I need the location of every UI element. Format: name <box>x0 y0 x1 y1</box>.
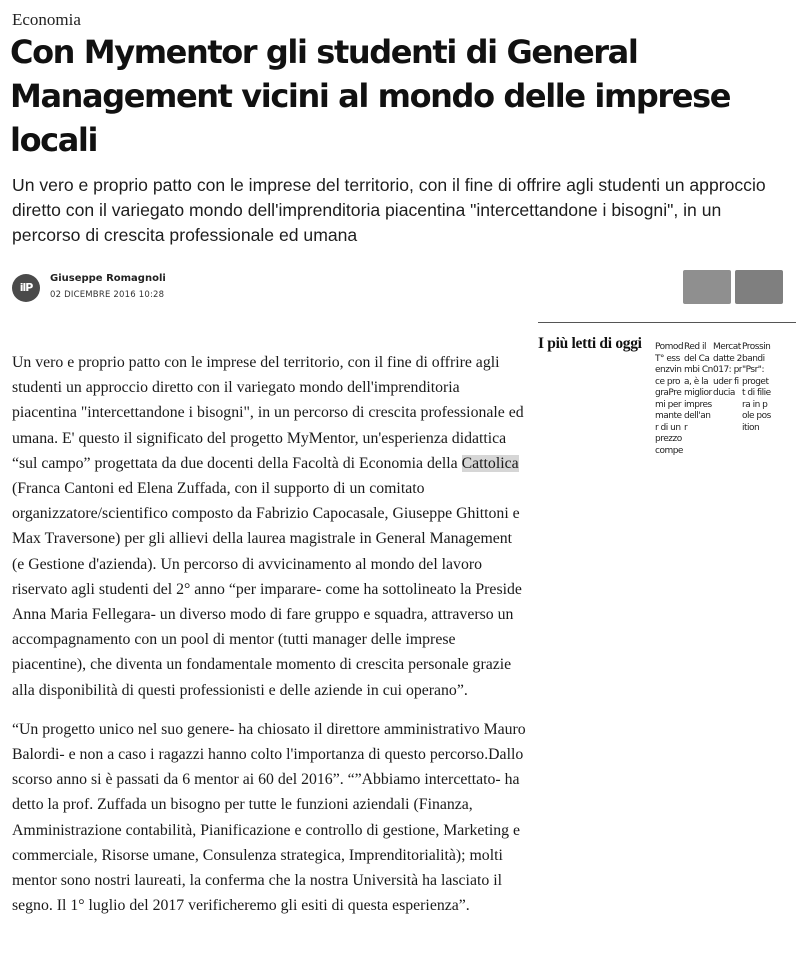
highlighted-term: Cattolica <box>461 454 519 472</box>
author-name[interactable]: Giuseppe Romagnoli <box>50 273 166 284</box>
sidebar-divider <box>538 322 796 323</box>
article-paragraph-1 <box>12 350 527 703</box>
most-read-title: I più letti di oggi <box>538 335 642 352</box>
paragraph-text: Un vero e proprio patto con le imprese del territorio, con il fine di offrire agli studenti un approccio diretto con il variegato mondo dell'imprenditoria piacentina "intercettandone i bisogni", in un percorso di crescita professionale ed umana. E' questo il significato del progetto MyMentor, un'esperienza didattica “sul campo” progettata da due docenti della Facoltà di Economia della <box>12 354 524 472</box>
most-read-list <box>655 342 801 462</box>
article-body <box>12 350 527 932</box>
article-subheadline: Un vero e proprio patto con le imprese del territorio, con il fine di offrire agli studenti un approccio diretto con il variegato mondo dell'imprenditoria piacentina "intercettandone i bisogni", in un percorso di crescita professionale ed umana <box>12 175 766 245</box>
article-paragraph-2: “Un progetto unico nel suo genere- ha chiosato il direttore amministrativo Mauro Balordi- e non a caso i ragazzi hanno colto l'importanza di questo percorso.Dallo scorso anno si è passati da 6 mentor ai 60 del 2016”. “”Abbiamo intercettato- ha detto la prof. Zuffada un bisogno per tutte le funzioni aziendali (Finanza, Amministrazione contabilità, Pianificazione e controllo di gestione, Marketing e commerciale, Risorse umane, Consulenza strategica, Imprenditorialità); molti mentor sono nostri laureati, la conferma che la nostra Università ha lasciato il segno. Il 1° luglio del 2017 verificheremo gli esiti di questa esperienza”. <box>12 720 526 915</box>
paragraph-text: (Franca Cantoni ed Elena Zuffada, con il supporto di un comitato organizzatore/scientifico composto da Fabrizio Capocasale, Giuseppe Ghittoni e Max Traversone) per gli allievi della laurea magistrale in General Management (e Gestione d'azienda). Un percorso di avvicinamento al mondo del lavoro riservato agli studenti del 2° anno “per imparare- come ha sottolineato la Preside Anna Maria Fellegara- un diverso modo di fare gruppo e squadra, attraverso un accompagnamento con un pool di mentor (tutti manager delle imprese piacentine), che diventa un fondamentale momento di crescita personale grazie alla disponibilità di questi professionisti e delle aziende in cui operano”. <box>12 480 522 699</box>
section-label[interactable]: Economia <box>12 10 81 29</box>
author-avatar[interactable]: ilP <box>12 274 40 302</box>
share-buttons <box>683 270 784 304</box>
article-headline: Con Mymentor gli studenti di General Management vicini al mondo delle imprese locali <box>10 33 731 159</box>
most-read-item[interactable]: Mercat datte 2017: pruder fiducia <box>713 342 742 398</box>
share-button-1[interactable] <box>683 270 731 304</box>
share-button-2[interactable] <box>735 270 783 304</box>
most-read-item[interactable]: PomodT° essenzvince prograPremi per manter di un prezzo compe <box>655 342 684 456</box>
publish-date: 02 DICEMBRE 2016 10:28 <box>50 290 165 300</box>
most-read-item[interactable]: Prossin bandi "Psr": progett di filiera in pole position <box>742 342 771 433</box>
most-read-item[interactable]: Red il del Cambi Cna, è la miglior impres dell'anr <box>684 342 713 433</box>
